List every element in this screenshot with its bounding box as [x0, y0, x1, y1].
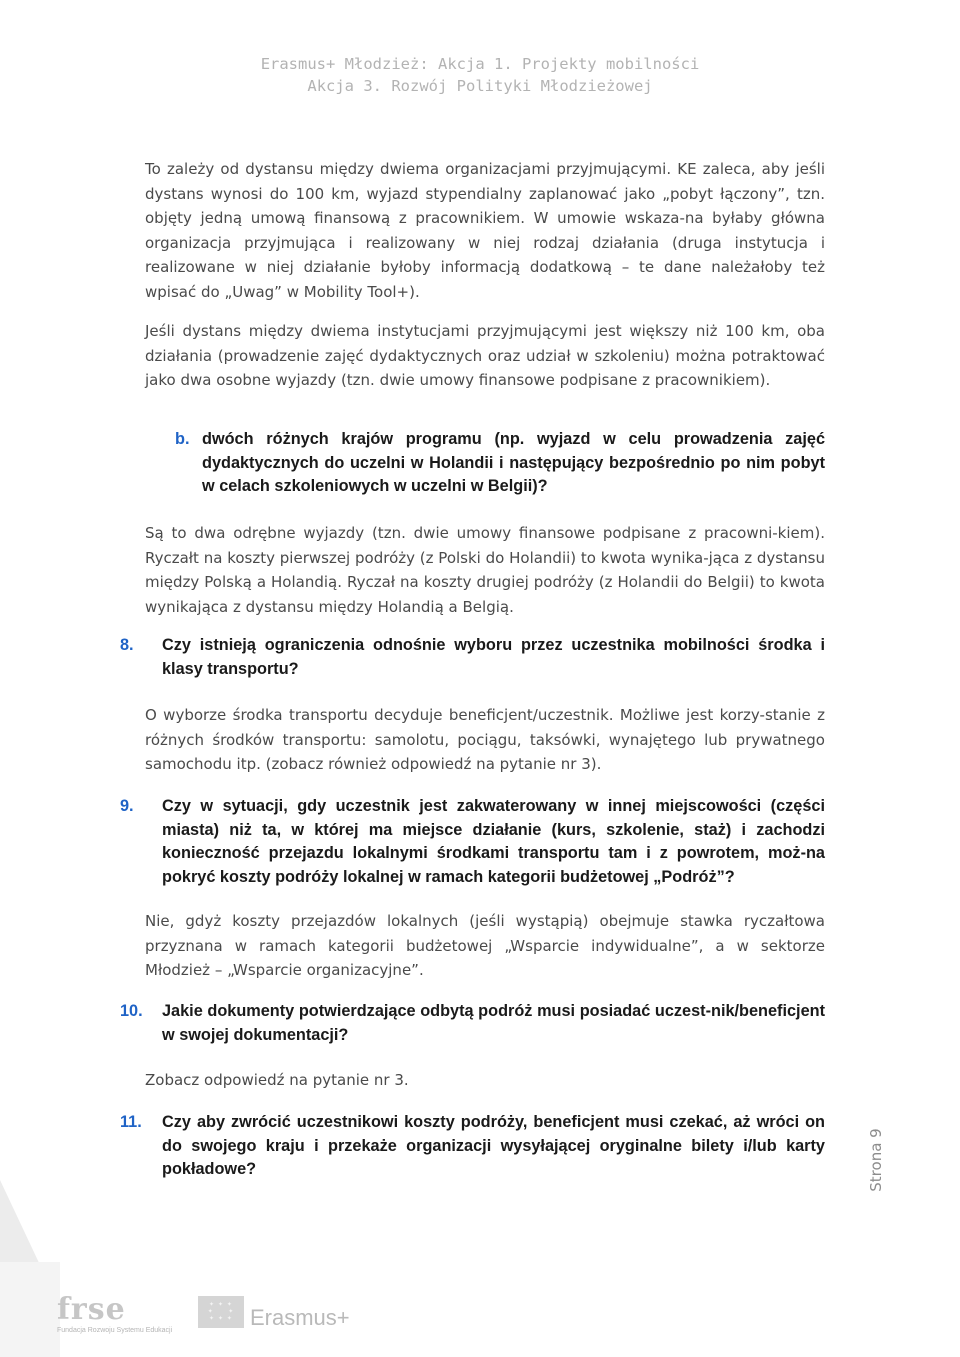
question-11 [120, 1111, 825, 1182]
question-b-text: dwóch różnych krajów programu (np. wyjazd w celu prowadzenia zajęć dydaktycznych do uczelni w Holandii i następujący bezpośrednio po nim pobyt w celach szkoleniowych w uczelni w Belgii)? [202, 430, 825, 495]
frse-logo-subtitle: Fundacja Rozwoju Systemu Edukacji [57, 1327, 173, 1334]
document-header [0, 53, 960, 97]
paragraph-transport-choice: O wyborze środka transportu decyduje beneficjent/uczestnik. Możliwe jest korzy-stanie z różnych środków transportu: samolotu, pociągu, taksówki, wynajętego lub prywatnego samochodu itp. (zobacz również odpowiedź na pytanie nr 3). [145, 706, 825, 773]
question-b [175, 428, 825, 499]
decorative-block [0, 1262, 60, 1357]
header-line-2: Akcja 3. Rozwój Polityki Młodzieżowej [307, 77, 653, 95]
question-b-number: b. [175, 430, 190, 448]
question-9-number: 9. [120, 797, 134, 815]
question-10-text: Jakie dokumenty potwierdzające odbytą podróż musi posiadać uczest-nik/beneficjent w swojej dokumentacji? [162, 1002, 825, 1044]
question-8 [120, 634, 825, 681]
paragraph-over-100km: Jeśli dystans między dwiema instytucjami przyjmującymi jest większy niż 100 km, oba działania (prowadzenie zajęć dydaktycznych oraz udział w szkoleniu) można potraktować jako dwa osobne wyjazdy (tzn. dwie umowy finansowe podpisane z pracownikiem). [145, 322, 825, 389]
eu-flag-icon: ✦ ✦ ✦ ✦ ✦ ✦ ✦ ✦ [198, 1296, 244, 1328]
frse-logo [57, 1292, 173, 1334]
page-number [853, 1110, 899, 1210]
frse-logo-mark: frse [57, 1292, 126, 1327]
paragraph-see-answer-3: Zobacz odpowiedź na pytanie nr 3. [145, 1071, 409, 1089]
question-11-number: 11. [120, 1113, 142, 1131]
question-9 [120, 795, 825, 889]
question-10 [120, 1000, 825, 1047]
paragraph-distance-answer: To zależy od dystansu między dwiema organizacjami przyjmującymi. KE zaleca, aby jeśli dystans wynosi do 100 km, wyjazd stypendialny zaplanować jako „pobyt łączony”, tzn. objęty jedną umową finansową z pracownikiem. W umowie wskaza-na byłaby główna organizacja przyjmująca i realizowany w niej rodzaj działania (druga instytucja i realizowane w niej działanie byłoby informacją dodatkową – te dane należałoby też wpisać do „Uwag” w Mobility Tool+). [145, 160, 825, 301]
question-10-number: 10. [120, 1002, 143, 1020]
paragraph-two-trips: Są to dwa odrębne wyjazdy (tzn. dwie umowy finansowe podpisane z pracowni-kiem). Ryczałt na koszty pierwszej podróży (z Polski do Holandii) to kwota wynika-jąca z dystansu między Polską a Holandią. Ryczał na koszty drugiej podróży (z Holandii do Belgii) to kwota wynikająca z dystansu między Holandią a Belgią. [145, 524, 825, 616]
paragraph-local-transport: Nie, gdyż koszty przejazdów lokalnych (jeśli wystąpią) obejmuje stawka ryczałtowa przyznana w ramach kategorii budżetowej „Wsparcie indywidualne”, a w sektorze Młodzież – „Wsparcie organizacyjne”. [145, 912, 825, 979]
header-line-1: Erasmus+ Młodzież: Akcja 1. Projekty mobilności [260, 55, 700, 73]
question-8-text: Czy istnieją ograniczenia odnośnie wyboru przez uczestnika mobilności środka i klasy transportu? [162, 636, 825, 678]
erasmus-plus-logo: Erasmus+ [250, 1305, 350, 1330]
question-9-text: Czy w sytuacji, gdy uczestnik jest zakwaterowany w innej miejscowości (części miasta) niż ta, w której ma miejsce działanie (kurs, szkolenie, staż) i zachodzi konieczność przejazdu lokalnymi środkami transportu tam i z powrotem, moż-na pokryć koszty podróży lokalnej w ramach kategorii budżetowej „Podróż”? [162, 797, 825, 886]
page-number-label: Strona 9 [867, 1128, 885, 1192]
question-8-number: 8. [120, 636, 134, 654]
question-11-text: Czy aby zwrócić uczestnikowi koszty podróży, beneficjent musi czekać, aż wróci on do swojego kraju i przekaże organizacji wysyłającej oryginalne bilety i/lub karty pokładowe? [162, 1113, 825, 1178]
